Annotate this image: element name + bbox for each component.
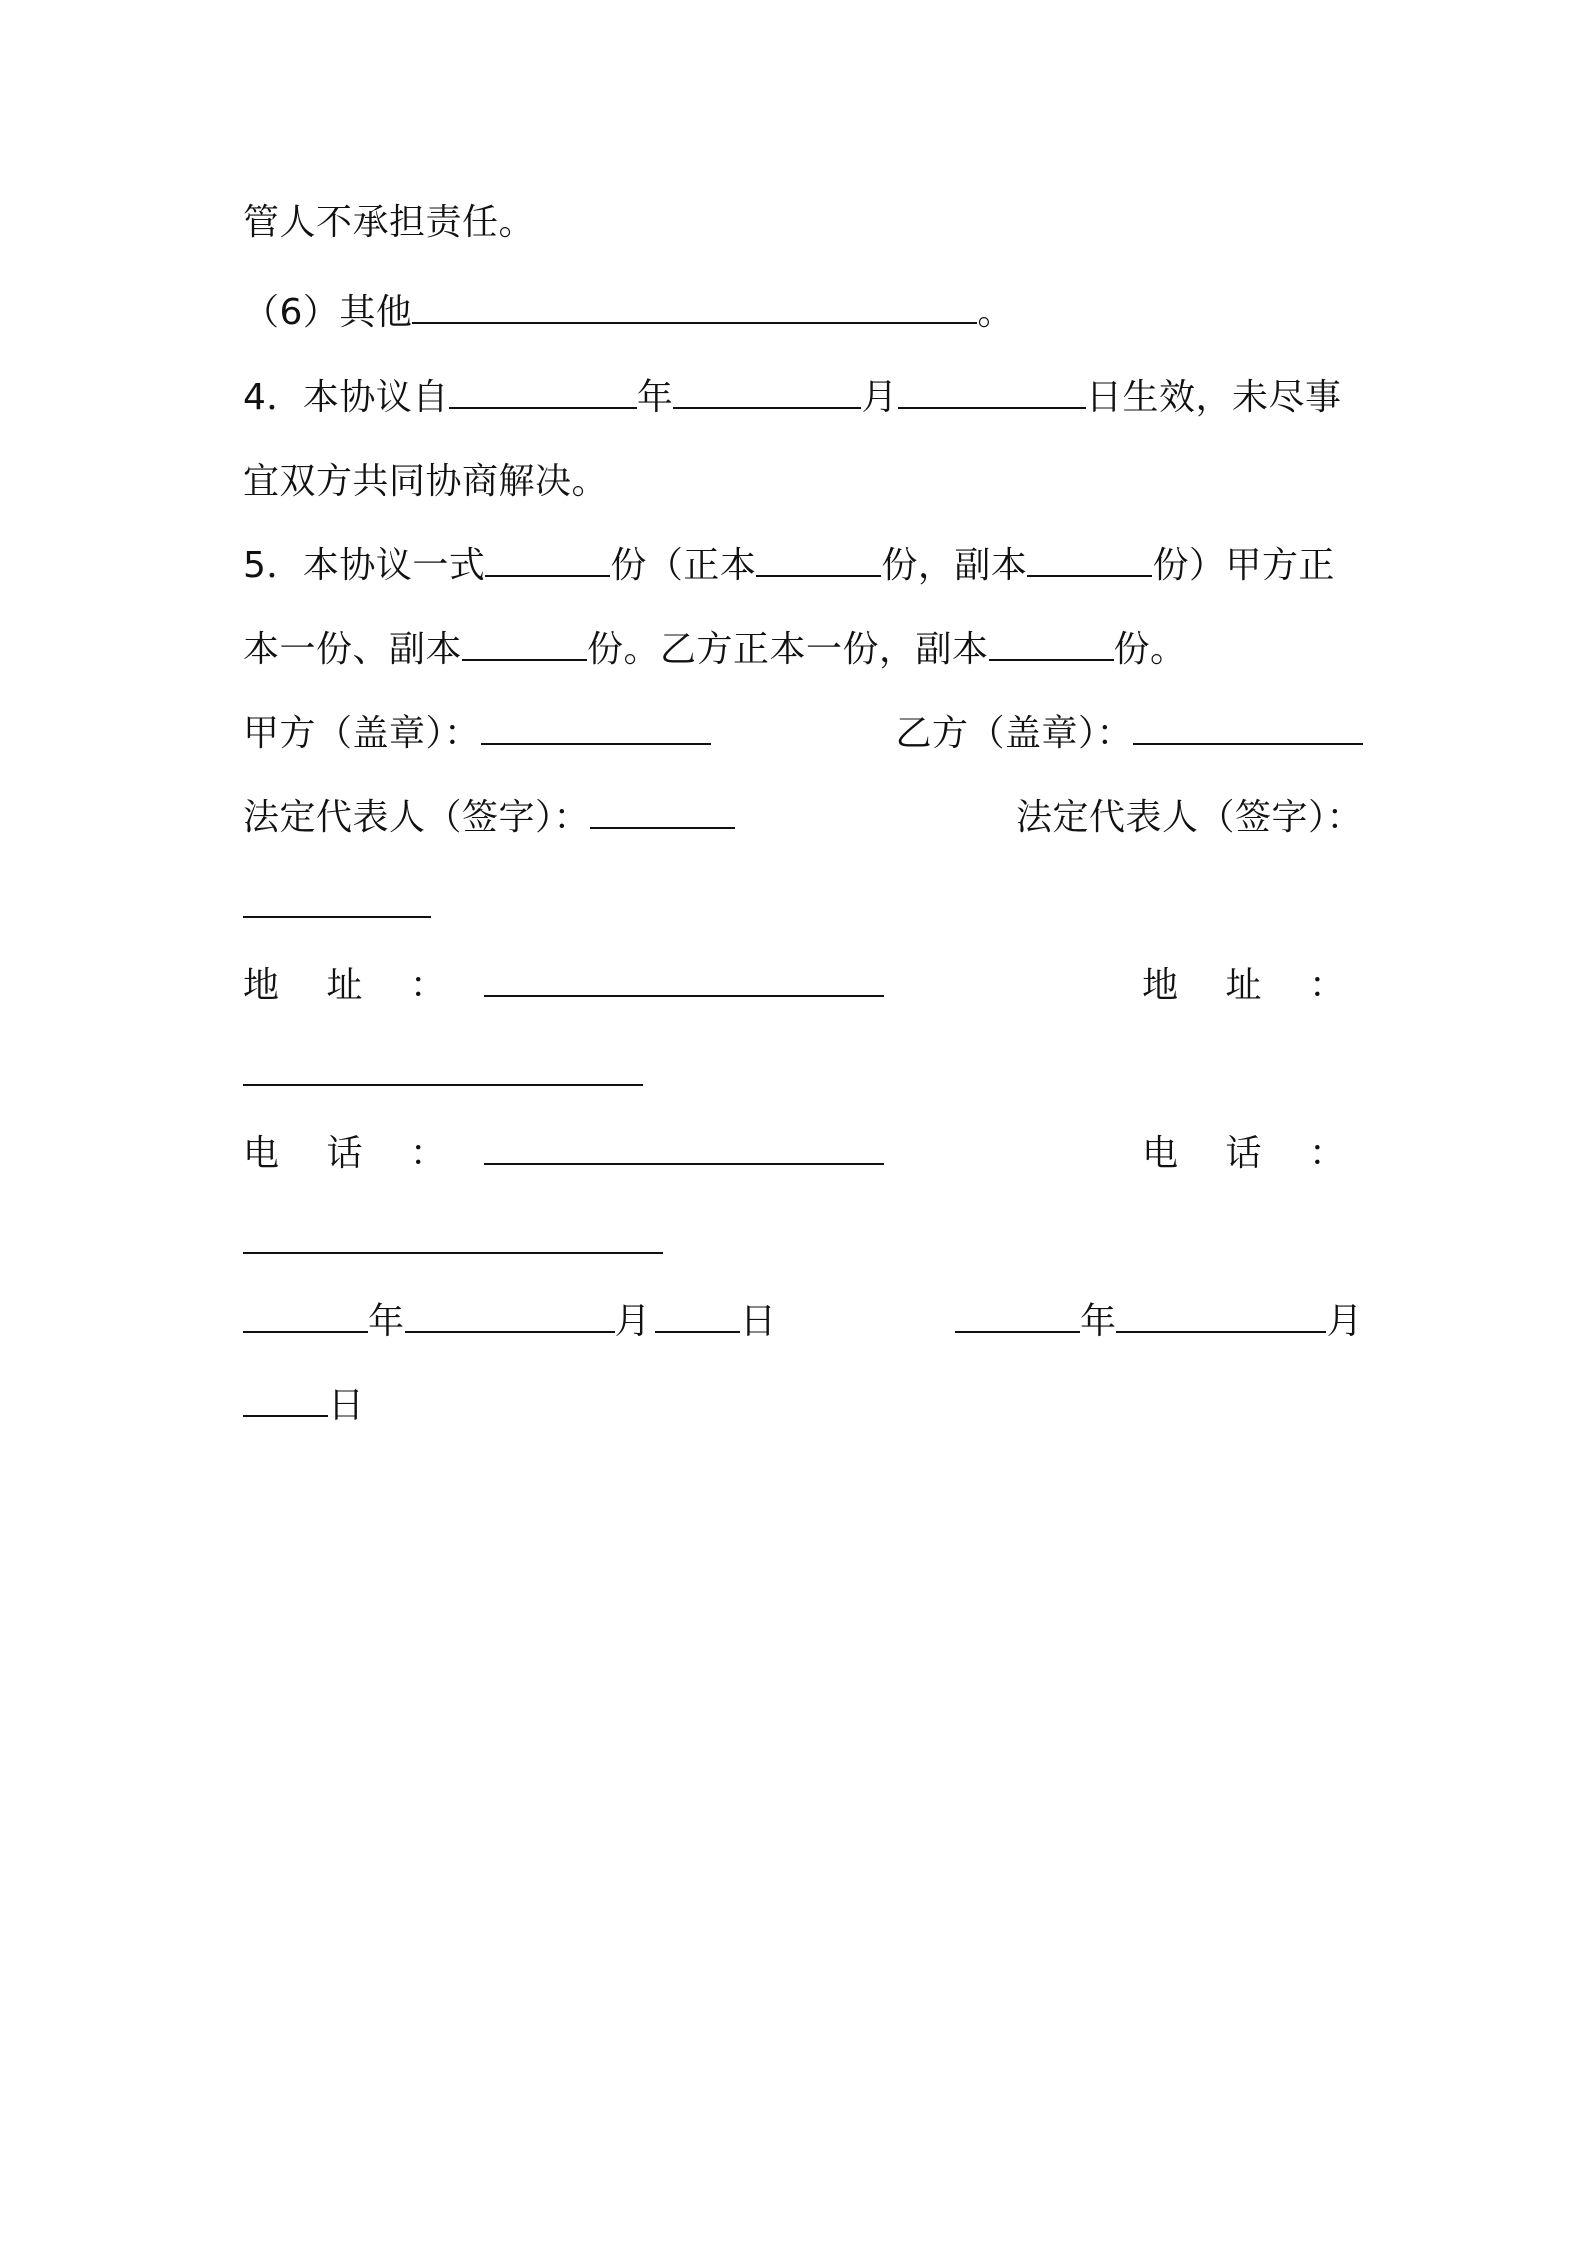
party-b-duplicate-blank[interactable] (989, 655, 1114, 661)
party-a-rep-blank[interactable] (590, 823, 735, 829)
party-b-year-blank[interactable] (955, 1327, 1080, 1333)
text-line-negotiation (243, 458, 1363, 506)
party-a-rep-label: 法定代表人（签字）： (243, 797, 591, 838)
text-line-other (243, 289, 1363, 337)
copies-duplicate-blank[interactable] (1027, 571, 1152, 577)
copies-end: 份。 (1113, 629, 1187, 670)
party-a-address-blank[interactable] (484, 991, 884, 997)
text-line-copies (243, 542, 1363, 590)
party-b-day-label: 日 (328, 1385, 365, 1426)
party-a-phone-blank[interactable] (484, 1159, 884, 1165)
other-end: 。 (977, 292, 1014, 333)
clause-4-start: 4．本协议自 (243, 377, 449, 418)
party-a-seal-label: 甲方（盖章）： (243, 713, 481, 754)
party-a-copies-label: 本一份、副本 (243, 629, 463, 670)
party-a-phone (243, 1130, 884, 1178)
party-a-phone-label: 电 话 ： (243, 1133, 464, 1174)
party-b-phone-blank[interactable] (243, 1252, 663, 1254)
party-b-month-label: 月 (1326, 1301, 1363, 1342)
party-b-address-label: 地 址 ： (1142, 965, 1363, 1006)
effective-year-blank[interactable] (449, 403, 637, 409)
party-a-month-blank[interactable] (405, 1327, 615, 1333)
party-b-address-blank[interactable] (243, 1084, 643, 1086)
copies-total-blank[interactable] (485, 571, 610, 577)
party-b-copies-label: 份。乙方正本一份，副本 (587, 629, 989, 670)
party-b-year-label: 年 (1079, 1301, 1117, 1342)
party-a-day-label: 日 (740, 1301, 777, 1342)
copies-original-label: 份（正本 (610, 545, 757, 586)
clause-4-end: 日生效，未尽事 (1085, 377, 1342, 418)
clause-5-start: 5．本协议一式 (243, 545, 486, 586)
party-a-date (243, 1298, 777, 1346)
party-a-representative (243, 794, 735, 842)
text-line-copies-split (243, 626, 1363, 674)
party-a-month-label: 月 (614, 1301, 652, 1342)
party-b-rep-label: 法定代表人（签字）： (1015, 797, 1363, 838)
party-a-year-label: 年 (368, 1301, 405, 1342)
party-b-date (955, 1298, 1363, 1346)
other-blank[interactable] (412, 318, 977, 324)
copies-original-blank[interactable] (756, 571, 881, 577)
party-b-seal-label: 乙方（盖章）： (895, 713, 1133, 754)
year-label: 年 (636, 377, 674, 418)
party-b-seal (895, 710, 1363, 758)
text-line-effective-date (243, 374, 1363, 422)
party-a-address (243, 962, 884, 1010)
party-a-seal-blank[interactable] (481, 739, 711, 745)
month-label: 月 (861, 377, 898, 418)
party-a-duplicate-blank[interactable] (462, 655, 587, 661)
party-b-month-blank[interactable] (1116, 1327, 1326, 1333)
party-b-day-blank[interactable] (243, 1411, 328, 1417)
party-a-year-blank[interactable] (243, 1327, 368, 1333)
effective-month-blank[interactable] (673, 403, 861, 409)
party-b-phone-label: 电 话 ： (1142, 1133, 1363, 1174)
party-b-rep-blank[interactable] (243, 916, 431, 918)
clause-5-end: 份）甲方正 (1152, 545, 1335, 586)
text-line-liability (243, 199, 1363, 247)
party-a-seal (243, 710, 711, 758)
effective-day-blank[interactable] (898, 403, 1086, 409)
party-a-address-label: 地 址 ： (243, 965, 464, 1006)
other-label: （6）其他 (243, 292, 413, 333)
liability-text: 管人不承担责任。 (243, 202, 536, 243)
copies-duplicate-label: 份，副本 (881, 545, 1028, 586)
negotiation-text: 宜双方共同协商解决。 (243, 461, 609, 502)
party-a-day-blank[interactable] (655, 1327, 740, 1333)
party-b-day-row (243, 1382, 1363, 1430)
party-b-seal-blank[interactable] (1133, 739, 1363, 745)
